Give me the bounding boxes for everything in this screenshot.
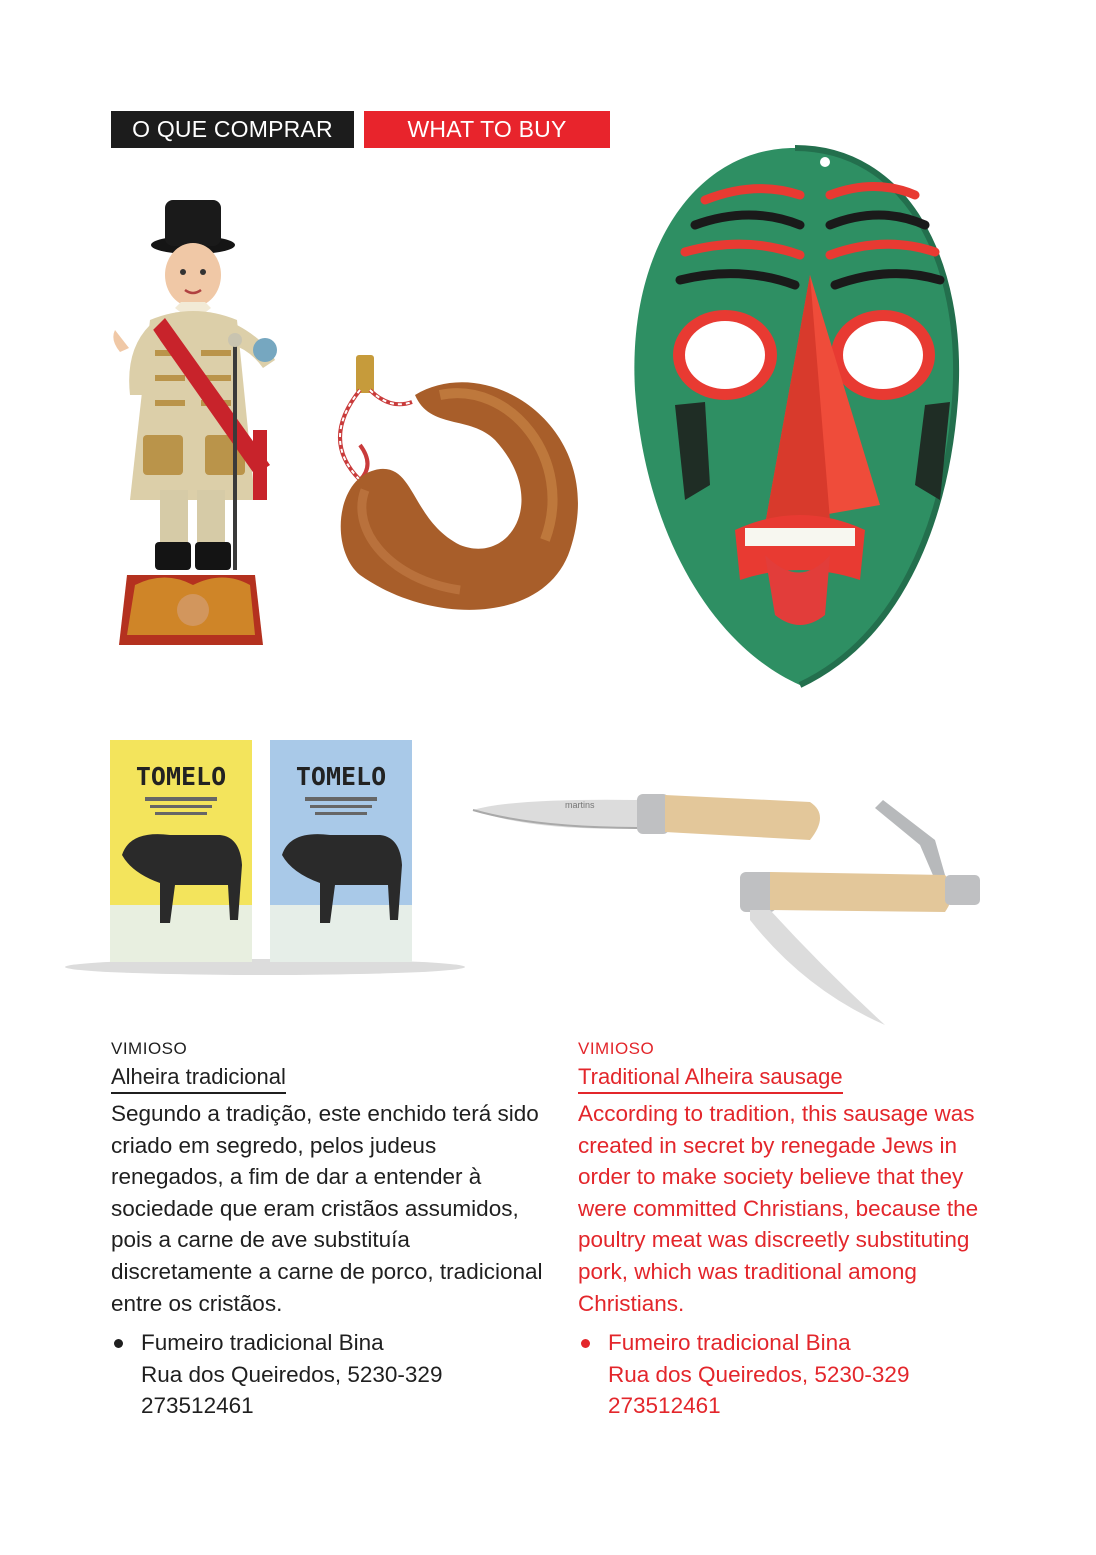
section-tag-portuguese: O QUE COMPRAR xyxy=(111,111,354,148)
careto-mask-image xyxy=(625,140,965,700)
shop-phone: 273512461 xyxy=(608,1393,721,1419)
shop-name: Fumeiro tradicional Bina xyxy=(141,1330,384,1356)
portuguese-column xyxy=(111,1036,551,1422)
place-name: VIMIOSO xyxy=(111,1039,188,1058)
product-title: Alheira tradicional xyxy=(111,1062,286,1094)
place-name: VIMIOSO xyxy=(578,1039,655,1058)
knife-brand-mark: martins xyxy=(565,800,595,810)
bullet-icon xyxy=(114,1339,123,1348)
product-description: According to tradition, this sausage was created in secret by renegade Jews in order to make society believe that they were committed Christians, because the poultry meat was discreetly substituting pork, which was traditional among Christians. xyxy=(578,1101,979,1316)
bullet-icon xyxy=(581,1339,590,1348)
section-tag-english: WHAT TO BUY xyxy=(364,111,610,148)
shop-address xyxy=(578,1327,1008,1422)
tomelo-tins-image xyxy=(60,735,480,980)
shop-street: Rua dos Queiredos, 5230-329 xyxy=(141,1361,443,1387)
tomelo-logo-blue: TOMELO xyxy=(295,762,387,791)
alheira-sausage-image xyxy=(320,350,600,620)
folding-knives-image xyxy=(465,780,1005,1030)
shop-name: Fumeiro tradicional Bina xyxy=(608,1330,851,1356)
shop-street: Rua dos Queiredos, 5230-329 xyxy=(608,1361,910,1387)
tomelo-logo-yellow: TOMELO xyxy=(135,762,227,791)
english-column xyxy=(578,1036,1008,1422)
shop-phone: 273512461 xyxy=(141,1393,254,1419)
product-description: Segundo a tradição, este enchido terá sido criado em segredo, pelos judeus renegados, a fim de dar a entender à sociedade que eram cristãos assumidos, pois a carne de ave substituía discretamente a carne de porco, tradicional entre os cristãos. xyxy=(111,1101,543,1316)
shop-address xyxy=(111,1327,551,1422)
statue-figure-image xyxy=(105,190,295,660)
product-title: Traditional Alheira sausage xyxy=(578,1062,843,1094)
